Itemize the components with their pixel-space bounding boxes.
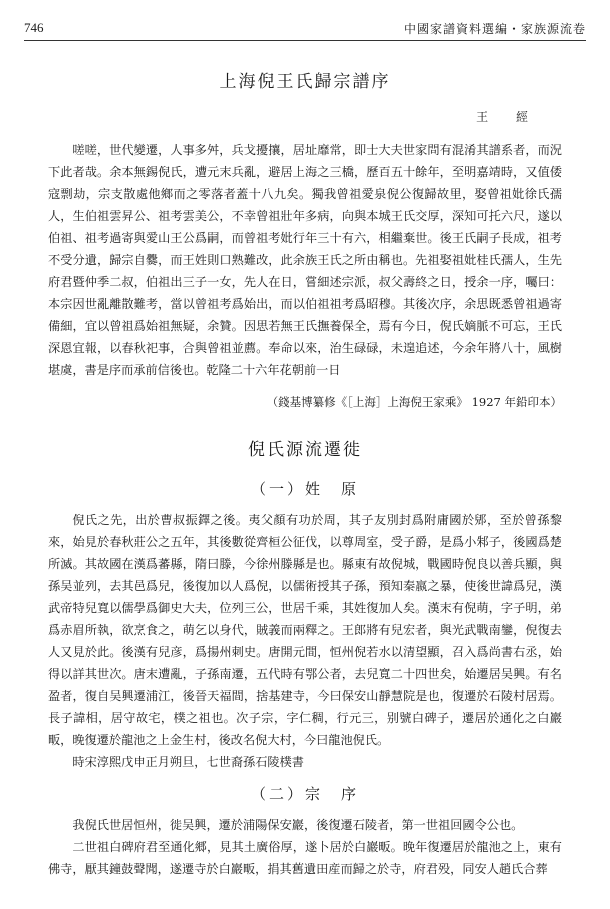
subsection-heading-2: （二）宗 序 (250, 785, 359, 803)
page-content (48, 70, 562, 880)
subsection-signature: 時宋淳熙戊申正月朔旦，七世裔孫石陵樸書 (72, 755, 304, 769)
article-author: 王 經 (476, 110, 540, 124)
subsection-body-1: 倪氏之先，出於曹叔振鐸之後。夷父顏有功於周，其子友別封爲附庸國於郳，至於曾孫黎來，始見於春秋莊公之五年，其後數從齊桓公征伐，以尊周室，受子爵，是爲小邾子，後國爲楚所滅。其故國在漢爲蕃縣，隋曰滕，今徐州滕縣是也。縣東有故倪城，戰國時倪良以善兵顯，與孫吴並列，去其邑爲兒，後復加以人爲倪，以儒術授其子孫，預知秦嬴之暴，使後世諱爲兒，漢武帝特兒寬以儒學爲御史大夫，位列三公，世居千乘，其姓復加人矣。漢末有倪萌，字子明，弟爲赤眉所執，欲烹食之，萌乞以身代，賊義而兩釋之。王郎將有兒宏者，與光武戰南鑾，倪復去人又見於此。後漢有兒彦，爲揚州刺史。唐開元間，恒州倪若水以清望顯，召入爲尚書右丞，始得以詳其世次。唐末遭亂，子孫南遷，五代時有鄂公者，去兒寬二十四世矣，始遷居吴興。有名盈者，復自吴興遷浦江，後晉天福間，捨基建寺，今曰保安山靜慧院是也，復遷於石陵村居焉。長子諱相，居守故宅，樸之祖也。次子宗，字仁稠，行元三，别號白碑子，遷居於通化之白巖畈，晚復遷於龍池之上金生村，後改名倪大村，今曰龍池倪氏。 (48, 513, 562, 747)
page-header (24, 18, 586, 41)
subsection-body-2b: 二世祖白碑府君至通化郷，見其土廣俗厚，遂卜居於白巖畈。晚年復遷居於龍池之上，東有佛寺，厭其鐘鼓聲聞，遂遷寺於白巖畈，捐其舊遺田産而歸之於寺，府君殁，同安人趙氏合葬 (48, 840, 562, 876)
section-title: 倪氏源流遷徙 (248, 440, 362, 460)
running-title: 中國家譜資料選編・家族源流卷 (403, 22, 586, 36)
subsection-heading-1: （一）姓 原 (250, 480, 359, 498)
page-number: 746 (24, 20, 44, 35)
subsection-body-2a: 我倪氏世居恒州，徙吴興，遷於浦陽保安巖，後復遷石陵者，第一世祖回國令公也。 (72, 818, 524, 832)
source-citation: （錢基博纂修《［上海］上海倪王家乘》 1927 年鉛印本） (266, 395, 562, 409)
article-title: 上海倪王氏歸宗譜序 (219, 72, 391, 92)
article-body: 嗟嗟，世代變遷，人事多舛，兵戈擾攘，居址靡常，即士大夫世家問有混淆其譜系者，而況下此者哉。余本無錫倪氏，遭元末兵亂，避居上海之三橋，歷百五十餘年，至明嘉靖時，又值倭寇剽劫，宗支散處他鄉而之零落者蓋十八九矣。獨我曾祖愛泉倪公復歸故里，娶曾祖妣徐氏孺人，生伯祖雲昇公、祖考雲美公，不幸曾祖壯年多病，向與本城王氏交厚，深知可托六尺，遂以伯祖、祖考過寄與愛山王公爲嗣，而曾祖考妣行年三十有六，相繼棄世。後王氏嗣子長成，祖考不受分遺，歸宗自爨，而王姓則口熟難改，此余族王氏之所由稱也。先祖娶祖妣桂氏孺人，生先府君暨仲季二叔，伯祖出三子一女，先人在日，嘗細述宗派，叔父壽終之日，授余一序，囑曰：本宗因世亂離散難考，當以曾祖考爲始出，而以伯祖祖考爲昭穆。其後次序，余思既悉曾祖過寄備細，宜以曾祖爲始祖無疑，余贊。因思若無王氏撫養保全，焉有今日，倪氏嫡脈不可忘，王氏深恩宜報，以春秋祀事，合與曾祖並薦。奉命以來，治生碌碌，未遑追述，今余年將八十，風樹堪虞，書是序而承前信後也。乾隆二十六年花朝前一日 (48, 143, 562, 377)
